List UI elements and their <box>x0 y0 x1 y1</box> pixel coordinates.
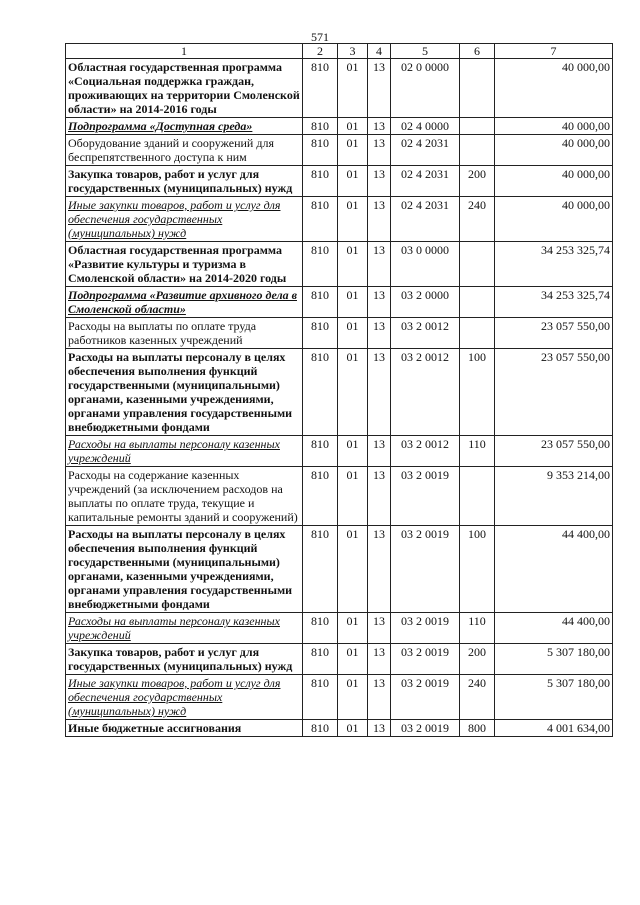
cell-amount: 5 307 180,00 <box>495 675 613 720</box>
cell-target-article: 03 2 0019 <box>391 644 460 675</box>
cell-ministry-code: 810 <box>303 526 338 613</box>
header-col-1: 1 <box>66 44 303 59</box>
cell-section: 01 <box>338 675 368 720</box>
cell-expense-type: 200 <box>460 166 495 197</box>
header-col-3: 3 <box>338 44 368 59</box>
cell-name: Расходы на содержание казенных учреждений (за исключением расходов на выплаты по оплате труда, текущие и капитальные ремонты зданий и сооружений) <box>66 467 303 526</box>
cell-amount: 40 000,00 <box>495 166 613 197</box>
cell-expense-type <box>460 467 495 526</box>
cell-amount: 4 001 634,00 <box>495 720 613 737</box>
table-row <box>66 436 613 467</box>
cell-amount: 40 000,00 <box>495 118 613 135</box>
cell-subsection: 13 <box>368 644 391 675</box>
cell-target-article: 03 2 0000 <box>391 287 460 318</box>
cell-name: Расходы на выплаты персоналу в целях обеспечения выполнения функций государственными (муниципальными) органами, казенными учреждениями, органами управления государственными внебюджетными фондами <box>66 526 303 613</box>
cell-expense-type: 110 <box>460 613 495 644</box>
cell-subsection: 13 <box>368 675 391 720</box>
cell-expense-type: 110 <box>460 436 495 467</box>
header-col-7: 7 <box>495 44 613 59</box>
table-row <box>66 613 613 644</box>
header-col-5: 5 <box>391 44 460 59</box>
cell-name: Расходы на выплаты персоналу в целях обеспечения выполнения функций государственными (муниципальными) органами, казенными учреждениями, органами управления государственными внебюджетными фондами <box>66 349 303 436</box>
cell-amount: 44 400,00 <box>495 613 613 644</box>
cell-subsection: 13 <box>368 349 391 436</box>
cell-expense-type <box>460 118 495 135</box>
cell-name: Расходы на выплаты по оплате труда работников казенных учреждений <box>66 318 303 349</box>
table-row <box>66 644 613 675</box>
table-row <box>66 118 613 135</box>
cell-ministry-code: 810 <box>303 613 338 644</box>
header-col-2: 2 <box>303 44 338 59</box>
cell-section: 01 <box>338 135 368 166</box>
cell-expense-type: 200 <box>460 644 495 675</box>
cell-section: 01 <box>338 118 368 135</box>
cell-ministry-code: 810 <box>303 287 338 318</box>
cell-target-article: 02 4 2031 <box>391 166 460 197</box>
cell-name: Областная государственная программа «Развитие культуры и туризма в Смоленской области» на 2014-2020 годы <box>66 242 303 287</box>
cell-amount: 23 057 550,00 <box>495 318 613 349</box>
table-row <box>66 242 613 287</box>
page-number: 571 <box>311 30 329 44</box>
cell-subsection: 13 <box>368 242 391 287</box>
cell-expense-type: 800 <box>460 720 495 737</box>
cell-amount: 40 000,00 <box>495 59 613 118</box>
cell-section: 01 <box>338 197 368 242</box>
cell-target-article: 03 2 0019 <box>391 613 460 644</box>
table-row <box>66 197 613 242</box>
cell-amount: 9 353 214,00 <box>495 467 613 526</box>
cell-expense-type <box>460 59 495 118</box>
cell-target-article: 03 2 0019 <box>391 675 460 720</box>
cell-ministry-code: 810 <box>303 436 338 467</box>
cell-amount: 44 400,00 <box>495 526 613 613</box>
cell-ministry-code: 810 <box>303 720 338 737</box>
cell-expense-type <box>460 287 495 318</box>
cell-ministry-code: 810 <box>303 242 338 287</box>
cell-subsection: 13 <box>368 166 391 197</box>
cell-subsection: 13 <box>368 436 391 467</box>
cell-target-article: 03 0 0000 <box>391 242 460 287</box>
cell-ministry-code: 810 <box>303 197 338 242</box>
cell-name: Закупка товаров, работ и услуг для государственных (муниципальных) нужд <box>66 644 303 675</box>
cell-subsection: 13 <box>368 467 391 526</box>
cell-target-article: 02 4 2031 <box>391 135 460 166</box>
cell-ministry-code: 810 <box>303 349 338 436</box>
cell-target-article: 03 2 0019 <box>391 467 460 526</box>
cell-expense-type: 240 <box>460 197 495 242</box>
table-row <box>66 135 613 166</box>
table-row <box>66 720 613 737</box>
cell-name: Иные бюджетные ассигнования <box>66 720 303 737</box>
cell-amount: 40 000,00 <box>495 197 613 242</box>
table-row <box>66 287 613 318</box>
cell-target-article: 02 4 2031 <box>391 197 460 242</box>
cell-amount: 40 000,00 <box>495 135 613 166</box>
cell-name: Иные закупки товаров, работ и услуг для обеспечения государственных (муниципальных) нужд <box>66 675 303 720</box>
cell-section: 01 <box>338 644 368 675</box>
cell-expense-type: 100 <box>460 349 495 436</box>
cell-target-article: 03 2 0019 <box>391 526 460 613</box>
cell-target-article: 02 4 0000 <box>391 118 460 135</box>
cell-target-article: 03 2 0019 <box>391 720 460 737</box>
cell-amount: 34 253 325,74 <box>495 242 613 287</box>
cell-target-article: 03 2 0012 <box>391 349 460 436</box>
cell-section: 01 <box>338 166 368 197</box>
table-row <box>66 318 613 349</box>
cell-target-article: 03 2 0012 <box>391 436 460 467</box>
cell-amount: 5 307 180,00 <box>495 644 613 675</box>
cell-amount: 23 057 550,00 <box>495 349 613 436</box>
cell-ministry-code: 810 <box>303 318 338 349</box>
cell-target-article: 02 0 0000 <box>391 59 460 118</box>
cell-ministry-code: 810 <box>303 166 338 197</box>
cell-expense-type <box>460 318 495 349</box>
cell-section: 01 <box>338 59 368 118</box>
cell-ministry-code: 810 <box>303 59 338 118</box>
budget-table <box>65 43 613 737</box>
table-row <box>66 59 613 118</box>
cell-expense-type <box>460 242 495 287</box>
table-row <box>66 349 613 436</box>
cell-ministry-code: 810 <box>303 118 338 135</box>
header-col-4: 4 <box>368 44 391 59</box>
cell-amount: 23 057 550,00 <box>495 436 613 467</box>
cell-subsection: 13 <box>368 197 391 242</box>
cell-name: Расходы на выплаты персоналу казенных учреждений <box>66 436 303 467</box>
cell-section: 01 <box>338 287 368 318</box>
cell-name: Областная государственная программа «Социальная поддержка граждан, проживающих на территории Смоленской области» на 2014-2016 годы <box>66 59 303 118</box>
cell-expense-type: 100 <box>460 526 495 613</box>
cell-name: Оборудование зданий и сооружений для беспрепятственного доступа к ним <box>66 135 303 166</box>
cell-amount: 34 253 325,74 <box>495 287 613 318</box>
cell-expense-type <box>460 135 495 166</box>
cell-section: 01 <box>338 467 368 526</box>
cell-section: 01 <box>338 526 368 613</box>
cell-subsection: 13 <box>368 318 391 349</box>
cell-name: Расходы на выплаты персоналу казенных учреждений <box>66 613 303 644</box>
cell-name: Подпрограмма «Доступная среда» <box>66 118 303 135</box>
cell-target-article: 03 2 0012 <box>391 318 460 349</box>
cell-subsection: 13 <box>368 118 391 135</box>
table-body <box>66 59 613 737</box>
cell-ministry-code: 810 <box>303 675 338 720</box>
table-row <box>66 467 613 526</box>
cell-subsection: 13 <box>368 613 391 644</box>
cell-subsection: 13 <box>368 720 391 737</box>
cell-section: 01 <box>338 318 368 349</box>
cell-section: 01 <box>338 349 368 436</box>
cell-section: 01 <box>338 436 368 467</box>
cell-subsection: 13 <box>368 59 391 118</box>
cell-name: Иные закупки товаров, работ и услуг для обеспечения государственных (муниципальных) нужд <box>66 197 303 242</box>
cell-ministry-code: 810 <box>303 644 338 675</box>
cell-ministry-code: 810 <box>303 467 338 526</box>
cell-section: 01 <box>338 720 368 737</box>
table-row <box>66 675 613 720</box>
header-col-6: 6 <box>460 44 495 59</box>
cell-subsection: 13 <box>368 526 391 613</box>
cell-name: Закупка товаров, работ и услуг для государственных (муниципальных) нужд <box>66 166 303 197</box>
cell-subsection: 13 <box>368 135 391 166</box>
cell-ministry-code: 810 <box>303 135 338 166</box>
cell-subsection: 13 <box>368 287 391 318</box>
cell-section: 01 <box>338 242 368 287</box>
table-row <box>66 526 613 613</box>
cell-name: Подпрограмма «Развитие архивного дела в Смоленской области» <box>66 287 303 318</box>
cell-expense-type: 240 <box>460 675 495 720</box>
table-row <box>66 166 613 197</box>
cell-section: 01 <box>338 613 368 644</box>
table-header <box>66 44 613 59</box>
